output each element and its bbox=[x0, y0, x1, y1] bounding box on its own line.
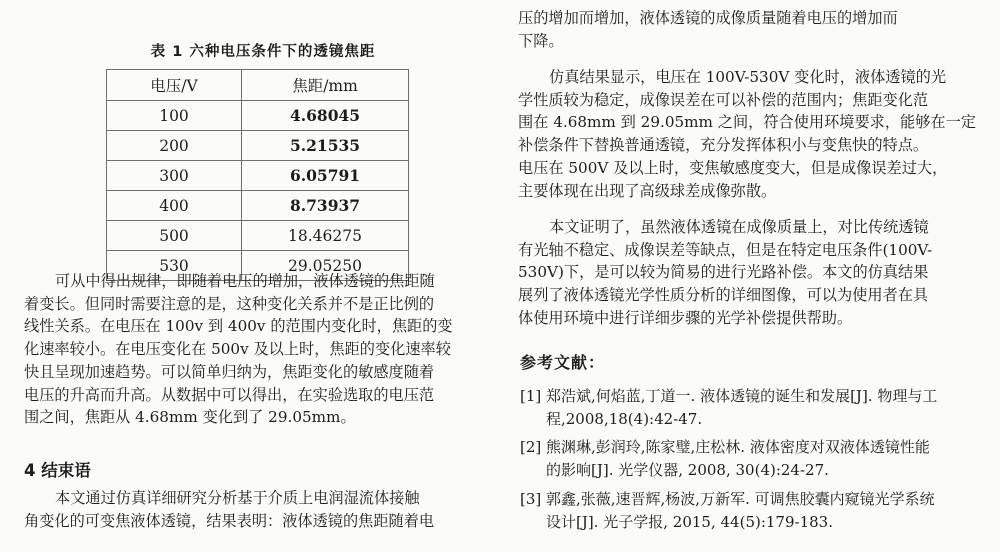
text-line: 电压的升高而升高。从数据中可以得出，在实验选取的电压范 bbox=[24, 385, 435, 404]
text-line: 压的增加而增加，液体透镜的成像质量随着电压的增加而 bbox=[518, 9, 898, 27]
reference-text: 熊渊琳,彭润玲,陈家璧,庄松林. 液体密度对双液体透镜性能 bbox=[546, 438, 930, 456]
reference-text: 程,2008,18(4):42-47. bbox=[546, 409, 703, 428]
left-paragraph-1 bbox=[24, 270, 494, 429]
text-line: 本文通过仿真详细研究分析基于介质上电润湿流体接触 bbox=[55, 489, 420, 507]
text-line: 线性关系。在电压在 100v 到 400v 的范围内变化时，焦距的变 bbox=[24, 317, 453, 336]
reference-text: 郑浩斌,何焰蓝,丁道一. 液体透镜的诞生和发展[J]. 物理与工 bbox=[546, 387, 938, 405]
reference-number: [2] bbox=[520, 438, 542, 456]
cell-focal: 29.05250 bbox=[242, 251, 409, 281]
cell-focal: 6.05791 bbox=[242, 161, 409, 191]
table-row bbox=[107, 221, 409, 251]
text-line: 补偿条件下替换普通透镜，充分发挥体积小与变焦快的特点。 bbox=[518, 136, 929, 155]
header-focal: 焦距/mm bbox=[242, 70, 409, 101]
cell-voltage: 100 bbox=[107, 101, 242, 131]
right-paragraph-2 bbox=[518, 216, 984, 330]
text-line: 下降。 bbox=[518, 31, 564, 50]
text-line: 展列了液体透镜光学性质分析的详细图像，可以为使用者在具 bbox=[518, 286, 929, 305]
cell-voltage: 530 bbox=[107, 251, 242, 281]
cell-voltage: 500 bbox=[107, 221, 242, 251]
table-header-row bbox=[107, 70, 409, 101]
text-line: 本文证明了，虽然液体透镜在成像质量上，对比传统透镜 bbox=[549, 218, 929, 236]
cell-focal: 8.73937 bbox=[242, 191, 409, 221]
cell-voltage: 400 bbox=[107, 191, 242, 221]
reference-item bbox=[520, 436, 986, 482]
cell-focal: 5.21535 bbox=[242, 131, 409, 161]
right-paragraph-0 bbox=[518, 7, 984, 52]
reference-number: [1] bbox=[520, 387, 542, 405]
table-caption: 表 1 六种电压条件下的透镜焦距 bbox=[150, 44, 376, 60]
focal-length-table bbox=[106, 69, 409, 281]
text-line: 可从中得出规律，即随着电压的增加，液体透镜的焦距随 bbox=[55, 272, 435, 290]
text-line: 体使用环境中进行详细步骤的光学补偿提供帮助。 bbox=[518, 308, 853, 327]
text-line: 角变化的可变焦液体透镜，结果表明：液体透镜的焦距随着电 bbox=[24, 511, 435, 530]
text-line: 围在 4.68mm 到 29.05mm 之间，符合使用环境要求，能够在一定 bbox=[518, 113, 976, 132]
text-line: 学性质较为稳定，成像误差在可以补偿的范围内；焦距变化范 bbox=[518, 90, 929, 109]
table-row bbox=[107, 131, 409, 161]
text-line: 主要体现在出现了高级球差成像弥散。 bbox=[518, 181, 777, 200]
reference-number: [3] bbox=[520, 490, 542, 508]
text-line: 着变长。但同时需要注意的是，这种变化关系并不是正比例的 bbox=[24, 294, 435, 313]
text-line: 化速率较小。在电压变化在 500v 及以上时，焦距的变化速率较 bbox=[24, 340, 451, 359]
text-line: 快且呈现加速趋势。可以简单归纳为，焦距变化的敏感度随着 bbox=[24, 362, 435, 381]
section-heading: 4 结束语 bbox=[24, 461, 91, 480]
table-row bbox=[107, 191, 409, 221]
references-heading: 参考文献： bbox=[520, 353, 606, 372]
reference-item bbox=[520, 488, 986, 534]
cell-voltage: 200 bbox=[107, 131, 242, 161]
table-row bbox=[107, 101, 409, 131]
text-line: 围之间，焦距从 4.68mm 变化到了 29.05mm。 bbox=[24, 408, 356, 427]
cell-focal: 18.46275 bbox=[242, 221, 409, 251]
text-line: 530V)下，是可以较为简易的进行光路补偿。本文的仿真结果 bbox=[518, 263, 929, 282]
cell-focal: 4.68045 bbox=[242, 101, 409, 131]
left-paragraph-2 bbox=[24, 487, 494, 532]
text-line: 有光轴不稳定、成像误差等缺点，但是在特定电压条件(100V- bbox=[518, 240, 933, 259]
text-line: 电压在 500V 及以上时，变焦敏感度变大，但是成像误差过大， bbox=[518, 158, 948, 177]
header-voltage: 电压/V bbox=[107, 70, 242, 101]
cell-voltage: 300 bbox=[107, 161, 242, 191]
text-line: 仿真结果显示，电压在 100V-530V 变化时，液体透镜的光 bbox=[549, 68, 947, 86]
reference-item bbox=[520, 385, 986, 431]
reference-text: 的影响[J]. 光学仪器, 2008, 30(4):24-27. bbox=[546, 460, 829, 479]
reference-text: 郭鑫,张薇,速晋辉,杨波,万新军. 可调焦胶囊内窥镜光学系统 bbox=[546, 490, 935, 508]
right-paragraph-1 bbox=[518, 66, 984, 202]
table-row bbox=[107, 161, 409, 191]
reference-text: 设计[J]. 光子学报, 2015, 44(5):179-183. bbox=[546, 512, 833, 531]
